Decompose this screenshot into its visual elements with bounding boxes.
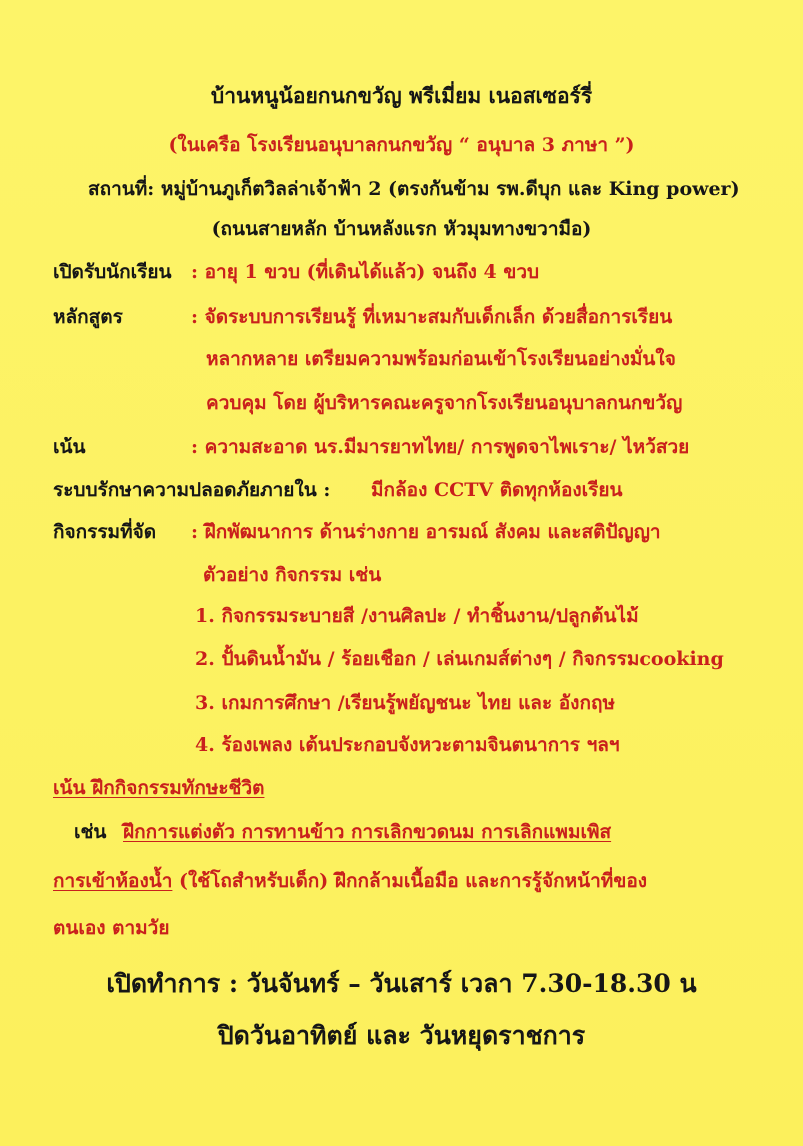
- life-skills-toilet: การเข้าห้องน้ำ: [53, 870, 173, 892]
- flyer-subtitle: (ในเครือ โรงเรียนอนุบาลกนกขวัญ “ อนุบาล 3 ภาษา ”): [168, 134, 635, 156]
- curriculum-line: : จัดระบบการเรียนรู้ ที่เหมาะสมกับเด็กเล็ก ด้วยสื่อการเรียน: [191, 306, 673, 328]
- focus-label: เน้น: [53, 436, 86, 458]
- focus-value: : ความสะอาด นร.มีมารยาทไทย/ การพูดจาไพเราะ/ ไหว้สวย: [191, 436, 690, 458]
- location-label: สถานที่:: [88, 178, 155, 200]
- location-value: หมู่บ้านภูเก็ตวิลล่าเจ้าฟ้า 2 (ตรงกันข้าม รพ.ดีบุก และ King power): [160, 178, 740, 200]
- curriculum-label: หลักสูตร: [53, 306, 123, 328]
- life-skills-line-1: [74, 819, 611, 845]
- activity-item: 1. กิจกรรมระบายสี /งานศิลปะ / ทำชิ้นงาน/ปลูกต้นไม้: [195, 605, 639, 627]
- activities-intro: : ฝึกพัฒนาการ ด้านร่างกาย อารมณ์ สังคม และสติปัญญา: [191, 521, 661, 543]
- activity-item: 2. ปั้นดินน้ำมัน / ร้อยเชือก / เล่นเกมส์ต่างๆ / กิจกรรมcooking: [195, 648, 724, 670]
- life-skills-line-3: ตนเอง ตามวัย: [53, 917, 170, 939]
- activity-item: 3. เกมการศึกษา /เรียนรู้พยัญชนะ ไทย และ อังกฤษ: [195, 692, 615, 714]
- curriculum-line: หลากหลาย เตรียมความพร้อมก่อนเข้าโรงเรียนอย่างมั่นใจ: [206, 348, 676, 370]
- location-note: (ถนนสายหลัก บ้านหลังแรก หัวมุมทางขวามือ): [211, 218, 592, 240]
- life-skills-examples: ฝึกการแต่งตัว การทานข้าว การเลิกขวดนม การเลิกแพมเพิส: [123, 821, 612, 843]
- activities-example: ตัวอย่าง กิจกรรม เช่น: [203, 564, 382, 586]
- life-skills-heading: เน้น ฝึกกิจกรรมทักษะชีวิต: [53, 777, 265, 799]
- activity-item: 4. ร้องเพลง เต้นประกอบจังหวะตามจินตนาการ ฯลฯ: [195, 734, 620, 756]
- location-row: [88, 176, 740, 202]
- curriculum-line: ควบคุม โดย ผู้บริหารคณะครูจากโรงเรียนอนุบาลกนกขวัญ: [206, 392, 683, 414]
- activities-label: กิจกรรมที่จัด: [53, 521, 157, 543]
- safety-label: ระบบรักษาความปลอดภัยภายใน :: [53, 479, 331, 501]
- life-skills-line-2: [53, 868, 647, 894]
- admission-label: เปิดรับนักเรียน: [53, 261, 172, 283]
- safety-value: มีกล้อง CCTV ติดทุกห้องเรียน: [371, 479, 623, 501]
- life-skills-prefix: เช่น: [74, 821, 107, 843]
- life-skills-rest: (ใช้โถสำหรับเด็ก) ฝึกกล้ามเนื้อมือ และการรู้จักหน้าที่ของ: [172, 870, 648, 892]
- flyer-title: บ้านหนูน้อยกนกขวัญ พรีเมี่ยม เนอสเซอร์รี่: [210, 83, 593, 108]
- closed-days: ปิดวันอาทิตย์ และ วันหยุดราชการ: [217, 1021, 586, 1050]
- opening-hours: เปิดทำการ : วันจันทร์ – วันเสาร์ เวลา 7.30-18.30 น: [106, 969, 697, 998]
- admission-value: : อายุ 1 ขวบ (ที่เดินได้แล้ว) จนถึง 4 ขวบ: [191, 261, 540, 283]
